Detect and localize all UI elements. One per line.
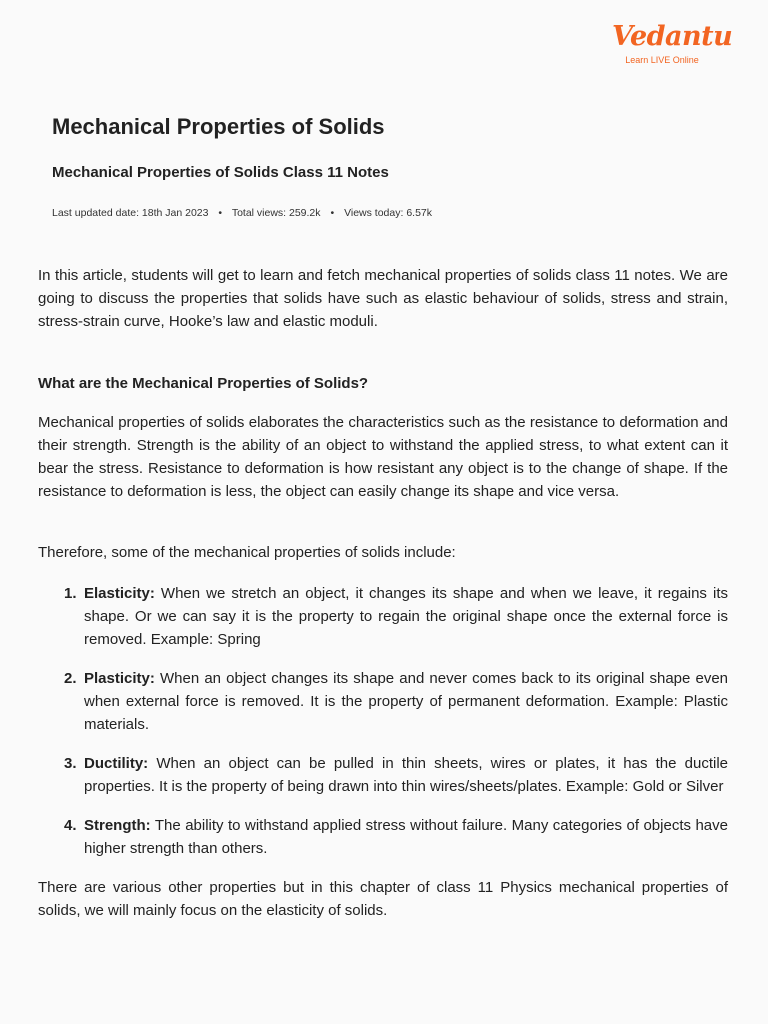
meta-separator: • (218, 207, 223, 219)
logo-wordmark: Vedantu (612, 21, 733, 52)
list-item (38, 814, 728, 860)
list-item-number: 1. (64, 585, 77, 602)
list-item-number: 4. (64, 817, 77, 834)
article-header (52, 112, 712, 220)
vedantu-logo[interactable] (612, 21, 733, 72)
list-intro: Therefore, some of the mechanical properties of solids include: (38, 544, 456, 561)
section-heading: What are the Mechanical Properties of Solids? (38, 375, 369, 392)
list-item-term: Ductility: (84, 755, 149, 772)
article-body (38, 264, 728, 922)
list-item-number: 2. (64, 670, 77, 687)
meta-separator: • (330, 207, 335, 219)
total-views: Total views: 259.2k (231, 207, 321, 219)
views-today: Views today: 6.57k (344, 207, 433, 219)
list-item-text: When an object changes its shape and never comes back to its original shape even when external force is removed. It is the property of permanent deformation. Example: Plastic materials. (84, 670, 728, 733)
list-item-text: When we stretch an object, it changes its shape and when we leave, it regains its shape. Or we can say it is the property to regain the original shape once the external force is removed. Example: Spring (84, 585, 728, 648)
list-item (38, 667, 728, 736)
list-item-text: When an object can be pulled in thin sheets, wires or plates, it has the ductile properties. It is the property of being drawn into thin wires/sheets/plates. Example: Gold or Silver (84, 755, 728, 795)
list-item-term: Elasticity: (84, 585, 155, 602)
closing-paragraph: There are various other properties but in this chapter of class 11 Physics mechanical properties of solids, we will mainly focus on the elasticity of solids. (38, 879, 728, 919)
list-item-term: Strength: (84, 817, 151, 834)
article-meta (52, 206, 712, 220)
logo-tagline: Learn LIVE Online (625, 55, 699, 65)
list-item-number: 3. (64, 755, 77, 772)
list-item-term: Plasticity: (84, 670, 155, 687)
list-item-text: The ability to withstand applied stress without failure. Many categories of objects have higher strength than others. (84, 817, 728, 857)
list-item (38, 752, 728, 798)
page-title: Mechanical Properties of Solids (52, 114, 385, 139)
last-updated-date: Last updated date: 18th Jan 2023 (52, 207, 209, 219)
list-item (38, 582, 728, 651)
properties-list (38, 582, 728, 860)
page-subtitle: Mechanical Properties of Solids Class 11 Notes (52, 164, 389, 181)
section-paragraph: Mechanical properties of solids elaborates the characteristics such as the resistance to deformation and their strength. Strength is the ability of an object to withstand the applied stress, to what extent can it bear the stress. Resistance to deformation is how resistant any object is to the change of shape. If the resistance to deformation is less, the object can easily change its shape and vice versa. (38, 414, 728, 500)
intro-paragraph: In this article, students will get to learn and fetch mechanical properties of solids class 11 notes. We are going to discuss the properties that solids have such as elastic behaviour of solids, stress and strain, stress-strain curve, Hooke’s law and elastic moduli. (38, 267, 728, 330)
